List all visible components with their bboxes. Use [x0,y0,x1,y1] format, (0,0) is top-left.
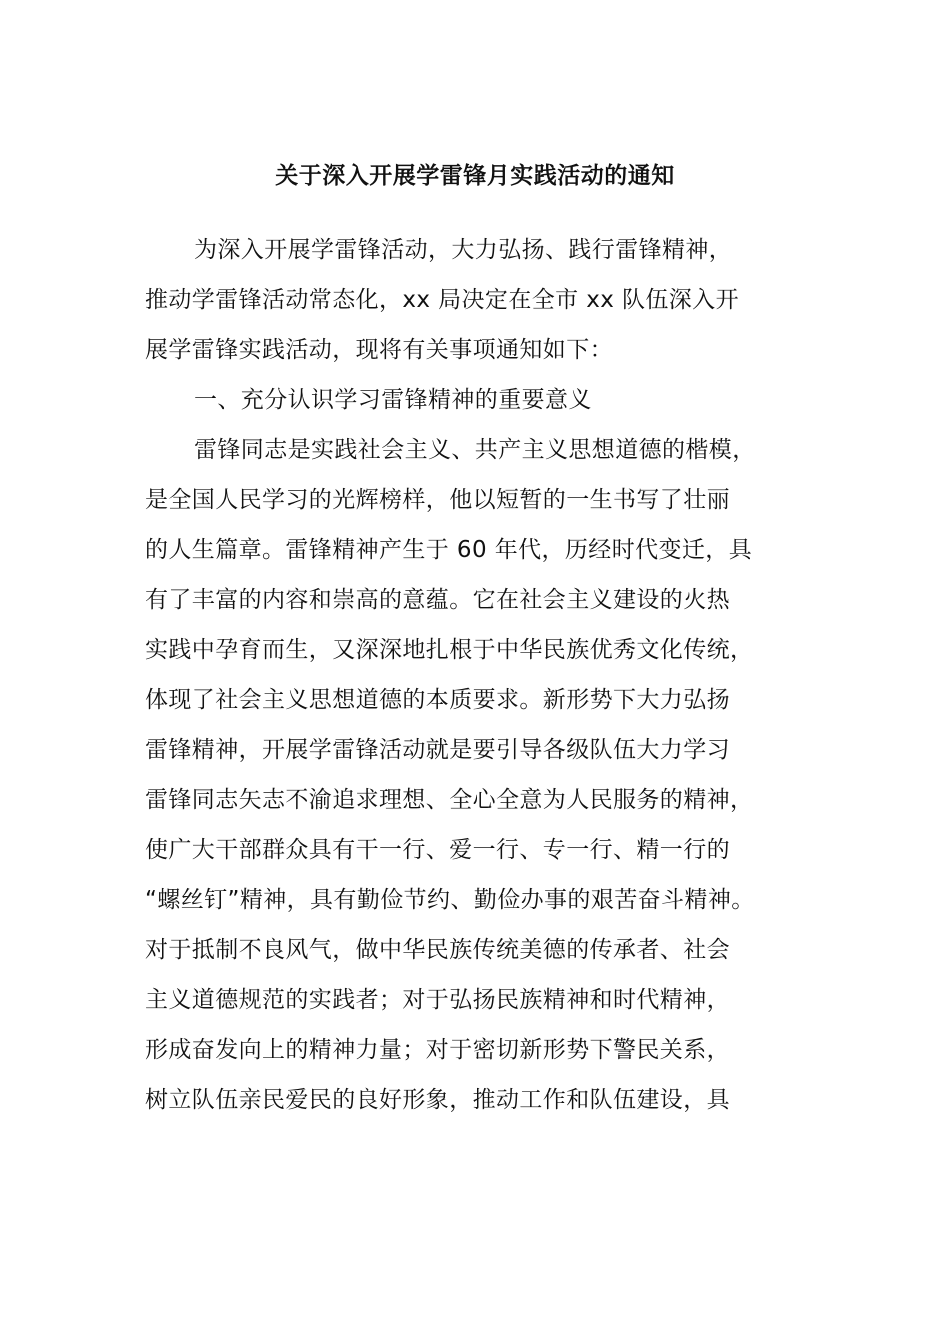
body-text-line: 树立队伍亲民爱民的良好形象，推动工作和队伍建设，具 [145,1087,730,1113]
body-text-line: 体现了社会主义思想道德的本质要求。新形势下大力弘扬 [145,687,730,713]
body-text-line: 为深入开展学雷锋活动，大力弘扬、践行雷锋精神， [194,237,733,263]
body-text-line: 一、充分认识学习雷锋精神的重要意义 [194,387,592,413]
document-title: 关于深入开展学雷锋月实践活动的通知 [275,163,675,189]
body-text-line: 雷锋同志矢志不渝追求理想、全心全意为人民服务的精神， [145,787,754,813]
body-text-line: 主义道德规范的实践者；对于弘扬民族精神和时代精神， [145,987,730,1013]
body-text-line: “螺丝钉”精神，具有勤俭节约、勤俭办事的艰苦奋斗精神。 [145,887,755,913]
body-text-line: 推动学雷锋活动常态化，xx 局决定在全市 xx 队伍深入开 [145,287,739,313]
body-text-line: 对于抵制不良风气，做中华民族传统美德的传承者、社会 [145,937,730,963]
body-text-line: 雷锋同志是实践社会主义、共产主义思想道德的楷模， [194,437,756,463]
body-text-line: 展学雷锋实践活动，现将有关事项通知如下： [145,337,613,363]
body-text-line: 的人生篇章。雷锋精神产生于 60 年代，历经时代变迁，具 [145,537,753,563]
body-text-line: 形成奋发向上的精神力量；对于密切新形势下警民关系， [145,1037,730,1063]
document-body [145,230,825,1130]
body-text-line: 有了丰富的内容和崇高的意蕴。它在社会主义建设的火热 [145,587,730,613]
body-text-line: 使广大干部群众具有干一行、爱一行、专一行、精一行的 [145,837,730,863]
body-text-line: 是全国人民学习的光辉榜样，他以短暂的一生书写了壮丽 [145,487,730,513]
body-text-line: 雷锋精神，开展学雷锋活动就是要引导各级队伍大力学习 [145,737,730,763]
body-text-line: 实践中孕育而生，又深深地扎根于中华民族优秀文化传统， [145,637,754,663]
